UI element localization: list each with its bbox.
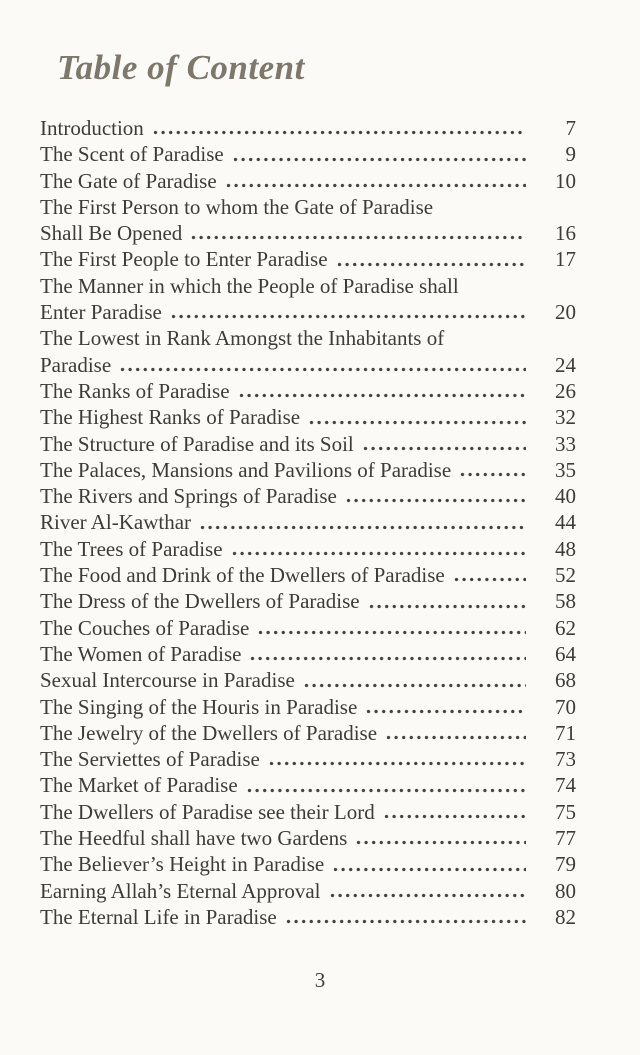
toc-row: [40, 325, 576, 351]
dotted-leader: [233, 156, 526, 163]
dotted-leader: [269, 760, 526, 767]
toc-entry-title: The First People to Enter Paradise: [40, 247, 328, 272]
toc-entry-page: 79: [555, 852, 576, 877]
toc-row: [40, 115, 576, 141]
toc-entry-title: The Scent of Paradise: [40, 142, 224, 167]
toc-entry-title: Enter Paradise: [40, 300, 162, 325]
dotted-leader: [330, 892, 526, 899]
dotted-leader: [454, 576, 526, 583]
toc-row: [40, 641, 576, 667]
toc-entry-title: The Highest Ranks of Paradise: [40, 405, 301, 430]
toc-entry-page: 40: [555, 484, 576, 509]
toc-row: [40, 246, 576, 272]
dotted-leader: [460, 471, 526, 478]
toc-entry-title: Earning Allah’s Eternal Approval: [40, 878, 321, 903]
toc-entry-title: Sexual Intercourse in Paradise: [40, 668, 295, 693]
dotted-leader: [337, 261, 526, 268]
toc-entry-page: 20: [555, 300, 576, 325]
dotted-leader: [366, 708, 526, 715]
dotted-leader: [384, 813, 526, 820]
toc-entry-title: The Jewelry of the Dwellers of Paradise: [40, 720, 378, 745]
dotted-leader: [346, 497, 526, 504]
dotted-leader: [171, 313, 526, 320]
toc-entry-title: The Dress of the Dwellers of Paradise: [40, 589, 360, 614]
toc-row: [40, 352, 576, 378]
toc-entry-page: 75: [555, 799, 576, 824]
dotted-leader: [120, 366, 526, 373]
toc-row: [40, 694, 576, 720]
toc-list: [40, 115, 576, 930]
toc-row: [40, 509, 576, 535]
toc-row: [40, 851, 576, 877]
toc-row: [40, 615, 576, 641]
toc-entry-page: 17: [555, 247, 576, 272]
toc-entry-page: 9: [565, 142, 576, 167]
dotted-leader: [153, 129, 526, 136]
toc-row: [40, 457, 576, 483]
dotted-leader: [191, 234, 526, 241]
dotted-leader: [356, 839, 526, 846]
toc-entry-title: Paradise: [40, 352, 112, 377]
toc-row: [40, 878, 576, 904]
dotted-leader: [363, 445, 526, 452]
toc-entry-page: 82: [555, 904, 576, 929]
toc-row: [40, 299, 576, 325]
toc-entry-title: The Market of Paradise: [40, 773, 238, 798]
toc-row: [40, 536, 576, 562]
toc-entry-title: The Lowest in Rank Amongst the Inhabitants of: [40, 326, 445, 351]
dotted-leader: [333, 866, 526, 873]
toc-entry-title: Introduction: [40, 116, 144, 140]
toc-entry-title: The Structure of Paradise and its Soil: [40, 431, 354, 456]
toc-entry-page: 74: [555, 773, 576, 798]
toc-entry-page: 58: [555, 589, 576, 614]
toc-row: [40, 772, 576, 798]
dotted-leader: [304, 682, 526, 689]
toc-entry-title: The Eternal Life in Paradise: [40, 904, 277, 929]
toc-entry-title: The Believer’s Height in Paradise: [40, 852, 325, 877]
toc-entry-page: 33: [555, 431, 576, 456]
toc-entry-title: The Gate of Paradise: [40, 168, 217, 193]
toc-entry-title: The Ranks of Paradise: [40, 378, 230, 403]
dotted-leader: [226, 182, 526, 189]
toc-entry-page: 62: [555, 615, 576, 640]
dotted-leader: [250, 655, 526, 662]
toc-entry-title: The Singing of the Houris in Paradise: [40, 694, 358, 719]
toc-entry-title: The Couches of Paradise: [40, 615, 250, 640]
toc-entry-title: The Rivers and Springs of Paradise: [40, 484, 337, 509]
page-number: 3: [314, 968, 326, 992]
page-title: Table of Content: [57, 48, 305, 87]
toc-row: [40, 720, 576, 746]
toc-entry-page: 64: [555, 641, 576, 666]
toc-entry-title: The Serviettes of Paradise: [40, 747, 260, 772]
dotted-leader: [386, 734, 526, 741]
toc-row: [40, 562, 576, 588]
toc-row: [40, 431, 576, 457]
toc-row: [40, 588, 576, 614]
toc-entry-page: 70: [555, 694, 576, 719]
toc-row: [40, 273, 576, 299]
toc-row: [40, 194, 576, 220]
dotted-leader: [232, 550, 526, 557]
dotted-leader: [258, 629, 526, 636]
toc-row: [40, 825, 576, 851]
dotted-leader: [286, 918, 526, 925]
toc-entry-title: The Heedful shall have two Gardens: [40, 826, 348, 851]
toc-entry-page: 52: [555, 563, 576, 588]
toc-row: [40, 904, 576, 930]
dotted-leader: [247, 787, 526, 794]
toc-entry-title: The First Person to whom the Gate of Paradise: [40, 194, 434, 219]
toc-entry-title: River Al-Kawthar: [40, 510, 192, 535]
toc-entry-title: The Dwellers of Paradise see their Lord: [40, 799, 375, 824]
toc-entry-page: 32: [555, 405, 576, 430]
toc-entry-page: 80: [555, 878, 576, 903]
toc-entry-title: Shall Be Opened: [40, 221, 183, 246]
toc-row: [40, 404, 576, 430]
toc-entry-title: The Manner in which the People of Paradise shall: [40, 273, 459, 298]
toc-entry-page: 73: [555, 747, 576, 772]
toc-row: [40, 378, 576, 404]
dotted-leader: [200, 524, 526, 531]
toc-entry-page: 24: [555, 352, 576, 377]
toc-row: [40, 168, 576, 194]
toc-entry-page: 68: [555, 668, 576, 693]
toc-entry-title: The Women of Paradise: [40, 641, 242, 666]
dotted-leader: [239, 392, 526, 399]
toc-row: [40, 799, 576, 825]
toc-entry-page: 44: [555, 510, 576, 535]
toc-entry-page: 26: [555, 378, 576, 403]
toc-entry-title: The Palaces, Mansions and Pavilions of Paradise: [40, 457, 452, 482]
toc-row: [40, 746, 576, 772]
dotted-leader: [309, 419, 526, 426]
toc-entry-page: 71: [555, 720, 576, 745]
toc-row: [40, 141, 576, 167]
toc-row: [40, 667, 576, 693]
toc-entry-page: 77: [555, 826, 576, 851]
toc-entry-page: 10: [555, 168, 576, 193]
toc-entry-page: 35: [555, 457, 576, 482]
toc-row: [40, 483, 576, 509]
toc-entry-page: 7: [565, 116, 576, 140]
toc-row: [40, 220, 576, 246]
toc-entry-title: The Food and Drink of the Dwellers of Paradise: [40, 563, 445, 588]
toc-entry-page: 16: [555, 221, 576, 246]
toc-entry-page: 48: [555, 536, 576, 561]
dotted-leader: [369, 603, 526, 610]
toc-entry-title: The Trees of Paradise: [40, 536, 223, 561]
